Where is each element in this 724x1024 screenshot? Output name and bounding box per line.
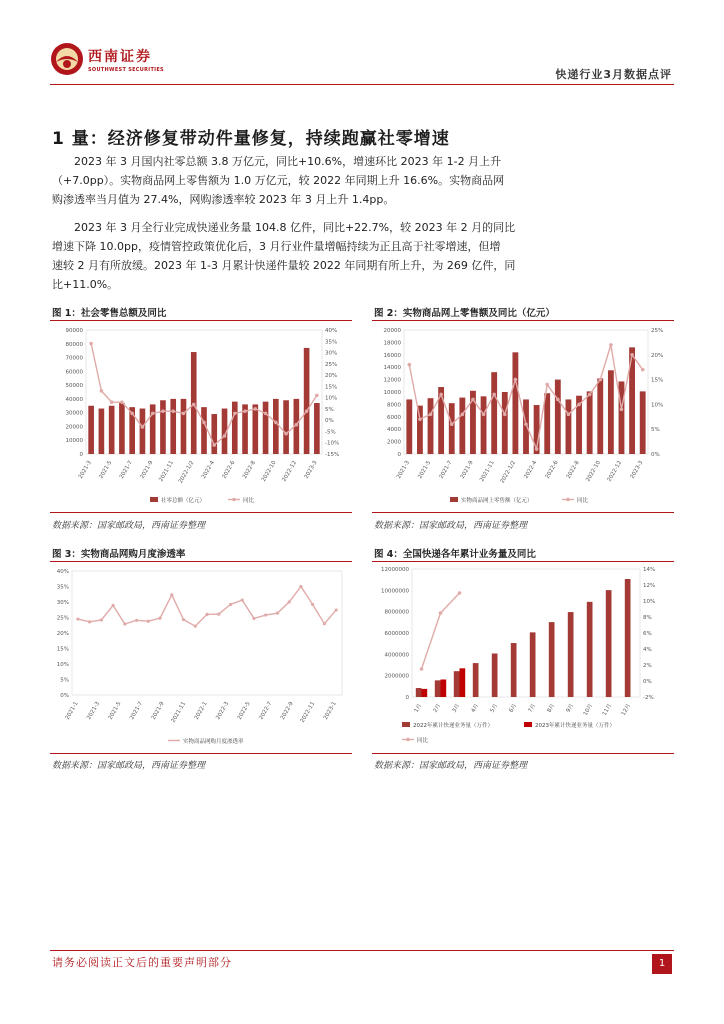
bar [481,396,487,454]
figure-2-title: 图 2：实物商品网上零售额及同比（亿元） [374,308,555,319]
penetration-point [205,613,208,616]
figure-2-source: 数据来源：国家邮政局，西南证券整理 [374,521,528,531]
bar [555,380,561,454]
yoy-point [588,393,592,397]
paragraph-line: 速较 2 月有所放缓。2023 年 1-3 月累计快递件量较 2022 年同期有所上升，为 269 亿件，同 [52,259,516,272]
bar [640,391,646,454]
bar [273,399,279,454]
legend-2023-swatch [524,722,532,727]
x-tick-label: 2021-3 [77,460,93,480]
y-tick-label: 5% [60,677,69,684]
x-tick-label: 2022-9 [279,701,295,721]
yoy-point [295,423,299,427]
y-tick-label: 10% [56,662,69,668]
bar [502,392,508,454]
penetration-point [217,612,220,615]
yoy-point [514,378,518,382]
bar [314,403,320,454]
bar [201,407,207,454]
y-tick-label: 0% [60,693,69,699]
y2-tick-label: 0% [325,418,334,425]
yoy-point [461,413,465,417]
yoy-point [192,403,196,407]
yoy-point [100,389,104,393]
x-tick-label: 2023-3 [629,460,645,480]
x-tick-label: 6月 [508,703,519,714]
y2-tick-label: 5% [651,427,660,434]
figure-3-title: 图 3：实物商品网购月度渗透率 [52,549,186,560]
bar [597,378,603,454]
y2-tick-label: 5% [325,406,334,413]
yoy-point [524,422,528,426]
y-tick-label: 18000 [383,340,401,347]
y-tick-label: 0 [397,452,401,458]
y-tick-label: 12000 [383,377,401,384]
x-tick-label: 2021-3 [86,701,102,721]
x-tick-label: 2021-11 [479,460,496,483]
page-number: 1 [652,954,672,974]
y-tick-label: 30000 [65,410,83,417]
yoy-point [202,421,206,425]
footer-divider [50,950,674,951]
yoy-point [161,409,165,413]
y-tick-label: 10000 [383,390,401,396]
y2-tick-label: 25% [325,361,338,368]
x-tick-label: 3月 [451,703,462,714]
x-tick-label: 2022-8 [565,460,581,480]
paragraph-line: 比+11.0%。 [52,278,119,291]
bar [449,403,455,454]
yoy-point [212,443,216,447]
penetration-point [323,622,326,625]
penetration-point [158,617,161,620]
yoy-point [609,343,613,347]
bar [459,398,465,454]
penetration-point [111,604,114,607]
y2-tick-label: 20% [651,352,664,359]
bar [109,406,115,454]
bar [170,399,176,454]
penetration-point [182,618,185,621]
x-tick-label: 2022-4 [201,460,216,480]
y2-tick-label: -5% [325,429,336,436]
legend-line-label: 同比 [243,498,255,504]
bar-2022 [454,671,460,697]
y2-tick-label: 6% [643,631,652,637]
y2-tick-label: 0% [651,452,660,458]
legend-bar-label: 实物商品网上零售额（亿元） [461,498,533,504]
x-tick-label: 8月 [546,703,557,714]
y2-tick-label: 20% [325,373,338,380]
penetration-point [276,612,279,615]
x-tick-label: 7月 [527,703,538,714]
y-tick-label: 0 [405,695,409,701]
x-tick-label: 2022-6 [221,460,237,480]
yoy-point [567,413,571,417]
penetration-point [288,600,291,603]
yoy-point [284,432,288,436]
x-tick-label: 2021-9 [459,460,475,480]
yoy-point [408,363,412,367]
y-tick-label: 6000000 [384,631,409,637]
yoy-point [418,417,422,421]
bar [119,403,125,454]
figure-2-chart [372,322,674,510]
y-tick-label: 6000 [387,414,401,421]
bar [608,370,614,454]
bar-2022 [511,643,517,697]
x-tick-label: 4月 [470,703,481,714]
section-heading: 1 量：经济修复带动件量修复，持续跑赢社零增速 [52,129,450,149]
x-tick-label: 11月 [601,703,614,717]
yoy-point [182,412,186,416]
bar [252,404,258,454]
y-tick-label: 16000 [383,352,401,359]
bar-2023 [441,680,447,697]
penetration-point [88,620,91,623]
x-tick-label: 2022-11 [299,701,317,724]
x-tick-label: 2021-1 [64,701,80,721]
legend-line-label: 同比 [577,498,589,504]
bar [566,399,572,454]
bar [160,400,166,454]
yoy-point [577,403,581,407]
bar [523,399,529,454]
x-tick-label: 2022-10 [585,460,602,483]
x-tick-label: 2月 [432,703,443,714]
legend-line-marker [406,738,410,742]
x-tick-label: 2021-5 [107,701,123,721]
penetration-point [252,617,255,620]
figure-4-rule [372,561,674,562]
x-tick-label: 2022-4 [523,460,539,480]
y-tick-label: 8000 [387,402,401,409]
brand-name-en: SOUTHWEST SECURITIES [88,67,164,73]
bar [491,372,497,454]
figure-3-bottom-rule [50,753,352,754]
yoy-point [243,409,247,413]
bar [428,398,434,454]
x-tick-label: 2021-5 [98,460,114,480]
y-tick-label: 4000000 [384,652,409,659]
x-tick-label: 2021-11 [170,701,188,724]
penetration-point [264,613,267,616]
y2-tick-label: 15% [325,384,338,391]
bar [232,402,238,454]
bar-2022 [606,590,612,697]
y2-tick-label: 40% [325,328,338,334]
y-tick-label: 40000 [65,396,83,403]
bar-2022 [625,579,631,697]
y-tick-label: 60000 [65,369,83,376]
yoy-point [535,447,539,451]
penetration-point [229,603,232,606]
brand-name-cn: 西南证券 [88,49,152,65]
penetration-point [311,603,314,606]
bar-2022 [435,680,441,697]
paragraph-line: 2023 年 3 月国内社零总额 3.8 万亿元，同比+10.6%，增速环比 2023 年 1-2 月上升 [74,155,502,168]
y-tick-label: 20% [56,631,69,637]
plot-frame [72,571,342,695]
legend-bar-swatch [450,497,458,502]
yoy-point [482,413,486,417]
bar-2022 [416,688,422,697]
yoy-line [422,593,460,669]
x-tick-label: 2021-7 [129,701,145,721]
y2-tick-label: 10% [651,402,664,409]
x-tick-label: 2021-9 [139,460,155,480]
yoy-point [439,393,443,397]
legend-2022-label: 2022年累计快递业务量（万件） [413,723,493,729]
figure-3-chart [50,563,352,751]
paragraph-line: 增速下降 10.0pp，疫情管控政策优化后，3 月行业件量增幅持续为正且高于社零增速，但增 [52,240,501,253]
y2-tick-label: -2% [643,695,654,701]
x-tick-label: 5月 [489,703,500,714]
y-tick-label: 70000 [65,355,83,362]
yoy-point [641,368,645,372]
x-tick-label: 2022-3 [215,701,231,721]
y2-tick-label: 4% [643,647,652,653]
y-tick-label: 80000 [65,341,83,348]
yoy-point [503,413,507,417]
x-tick-label: 2022-1 [193,701,209,721]
yoy-point [620,408,624,412]
yoy-point [630,353,634,357]
yoy-point [492,393,496,397]
y-tick-label: 2000 [387,439,401,446]
y2-tick-label: 35% [325,339,338,346]
paragraph-line: 2023 年 3 月全行业完成快递业务量 104.8 亿件，同比+22.7%，较 2023 年 2 月的同比 [74,221,516,234]
legend-line-label: 同比 [417,738,429,744]
y2-tick-label: -10% [325,440,340,447]
y2-tick-label: 10% [643,599,656,605]
paragraph-1 [52,152,672,209]
x-tick-label: 2021-11 [158,460,175,483]
x-tick-label: 2022-12 [281,460,299,483]
bar-2022 [587,602,593,697]
yoy-point [439,611,443,615]
y2-tick-label: 2% [643,663,652,669]
x-tick-label: 2023-1 [322,701,338,721]
header-divider [50,84,674,85]
x-tick-label: 10月 [582,703,595,717]
y2-tick-label: 15% [651,377,664,384]
y2-tick-label: 0% [643,679,652,685]
footer-disclaimer: 请务必阅读正文后的重要声明部分 [52,956,232,969]
x-tick-label: 2022-6 [544,460,560,480]
penetration-point [135,619,138,622]
yoy-point [151,412,155,416]
figure-2-bottom-rule [372,512,674,513]
yoy-point [110,400,114,404]
yoy-point [120,400,124,404]
x-tick-label: 2021-5 [417,460,433,480]
yoy-point [471,398,475,402]
legend-line-marker [566,498,570,502]
bar-2023 [460,668,466,697]
y2-tick-label: -15% [325,452,340,458]
yoy-point [598,378,602,382]
y-tick-label: 4000 [387,427,401,434]
brand-logo-icon [50,42,84,76]
bar [512,352,518,454]
y-tick-label: 25% [56,615,69,622]
yoy-point [545,383,549,387]
figure-4-bottom-rule [372,753,674,754]
x-tick-label: 2022-5 [236,701,252,721]
paragraph-line: （+7.0pp）。实物商品网上零售额为 1.0 万亿元，较 2022 年同期上升 16.6%。实物商品网 [52,174,505,187]
x-tick-label: 2023-3 [303,460,319,480]
yoy-point [141,425,145,429]
legend-bar-label: 社零总额（亿元） [161,498,206,504]
report-title: 快递行业3月数据点评 [555,68,672,81]
figure-1-chart [50,322,352,510]
y-tick-label: 10000000 [381,588,409,595]
bar [417,406,423,454]
x-tick-label: 2022-12 [606,460,624,483]
figure-1-rule [50,320,352,321]
x-tick-label: 2021-7 [118,460,134,480]
x-tick-label: 2021-7 [438,460,454,480]
y2-tick-label: 25% [651,328,664,334]
yoy-point [305,409,309,413]
figure-4-source: 数据来源：国家邮政局，西南证券整理 [374,761,528,771]
yoy-point [420,667,424,671]
yoy-point [264,412,268,416]
penetration-point [147,620,150,623]
y-tick-label: 8000000 [384,609,409,616]
y2-tick-label: 30% [325,350,338,357]
penetration-point [241,599,244,602]
yoy-point [223,434,227,438]
yoy-point [450,422,454,426]
x-tick-label: 2022-8 [242,460,258,480]
yoy-point [315,394,319,398]
yoy-point [429,413,433,417]
y-tick-label: 14000 [383,365,401,372]
x-tick-label: 12月 [620,703,633,717]
yoy-point [254,407,258,411]
y2-tick-label: 14% [643,567,656,573]
y-tick-label: 0 [79,452,83,458]
yoy-point [130,412,134,416]
bar-2022 [530,632,536,697]
bar [181,399,187,454]
bar [140,409,146,454]
y-tick-label: 12000000 [381,567,409,573]
bar [211,414,217,454]
x-tick-label: 2021-9 [150,701,166,721]
bar [88,406,94,454]
x-tick-label: 9月 [565,703,576,714]
penetration-point [76,617,79,620]
bar [304,348,310,454]
bar [544,393,550,454]
y-tick-label: 20000 [65,424,83,431]
yoy-point [458,591,462,595]
y-tick-label: 20000 [383,328,401,334]
legend-2023-label: 2023年累计快递业务量（万件） [535,723,615,729]
bar-2022 [473,663,479,697]
figure-1-source: 数据来源：国家邮政局，西南证券整理 [52,521,206,531]
x-tick-label: 2022-10 [260,460,278,483]
paragraph-2 [52,218,672,294]
bar-2023 [422,689,428,697]
yoy-point [274,421,278,425]
figure-3-rule [50,561,352,562]
y2-tick-label: 12% [643,583,656,589]
bar [263,402,269,454]
yoy-point [556,398,560,402]
y2-tick-label: 8% [643,615,652,621]
y-tick-label: 35% [56,584,69,591]
yoy-point [233,412,237,416]
figure-4-chart [372,563,674,751]
penetration-point [299,585,302,588]
bar [99,409,105,454]
y-tick-label: 50000 [65,383,83,390]
y-tick-label: 2000000 [384,673,409,680]
y-tick-label: 30% [56,600,69,606]
x-tick-label: 2021-3 [396,460,412,480]
yoy-point [171,409,175,413]
bar-2022 [549,622,555,697]
penetration-point [100,618,103,621]
penetration-point [335,608,338,611]
legend-bar-swatch [150,497,158,502]
bar [587,391,593,454]
figure-1-title: 图 1：社会零售总额及同比 [52,308,167,319]
bar-2022 [568,612,574,697]
yoy-point [89,342,93,346]
bar-2022 [492,653,498,697]
bar [619,381,625,454]
paragraph-line: 购渗透率当月值为 27.4%，网购渗透率较 2023 年 3 月上升 1.4pp。 [52,193,395,206]
x-tick-label: 1月 [413,703,424,714]
penetration-point [170,593,173,596]
x-tick-label: 2022-1/2 [177,460,196,485]
legend-line-marker [232,498,236,502]
y-tick-label: 10000 [65,438,83,445]
bar [283,400,289,454]
figure-1-bottom-rule [50,512,352,513]
penetration-point [123,622,126,625]
legend-line-label: 实物商品网购月度渗透率 [183,739,244,745]
y-tick-label: 40% [56,569,69,575]
figure-2-rule [372,320,674,321]
x-tick-label: 2022-7 [258,701,274,721]
legend-2022-swatch [402,722,410,727]
x-tick-label: 2022-1/2 [499,460,518,485]
y-tick-label: 90000 [65,328,83,334]
plot-frame [412,569,640,697]
bar [406,399,412,454]
figure-3-source: 数据来源：国家邮政局，西南证券整理 [52,761,206,771]
penetration-line [78,587,336,627]
penetration-point [194,625,197,628]
y2-tick-label: 10% [325,395,338,402]
figure-4-title: 图 4：全国快递各年累计业务量及同比 [374,549,536,560]
y-tick-label: 15% [56,646,69,653]
